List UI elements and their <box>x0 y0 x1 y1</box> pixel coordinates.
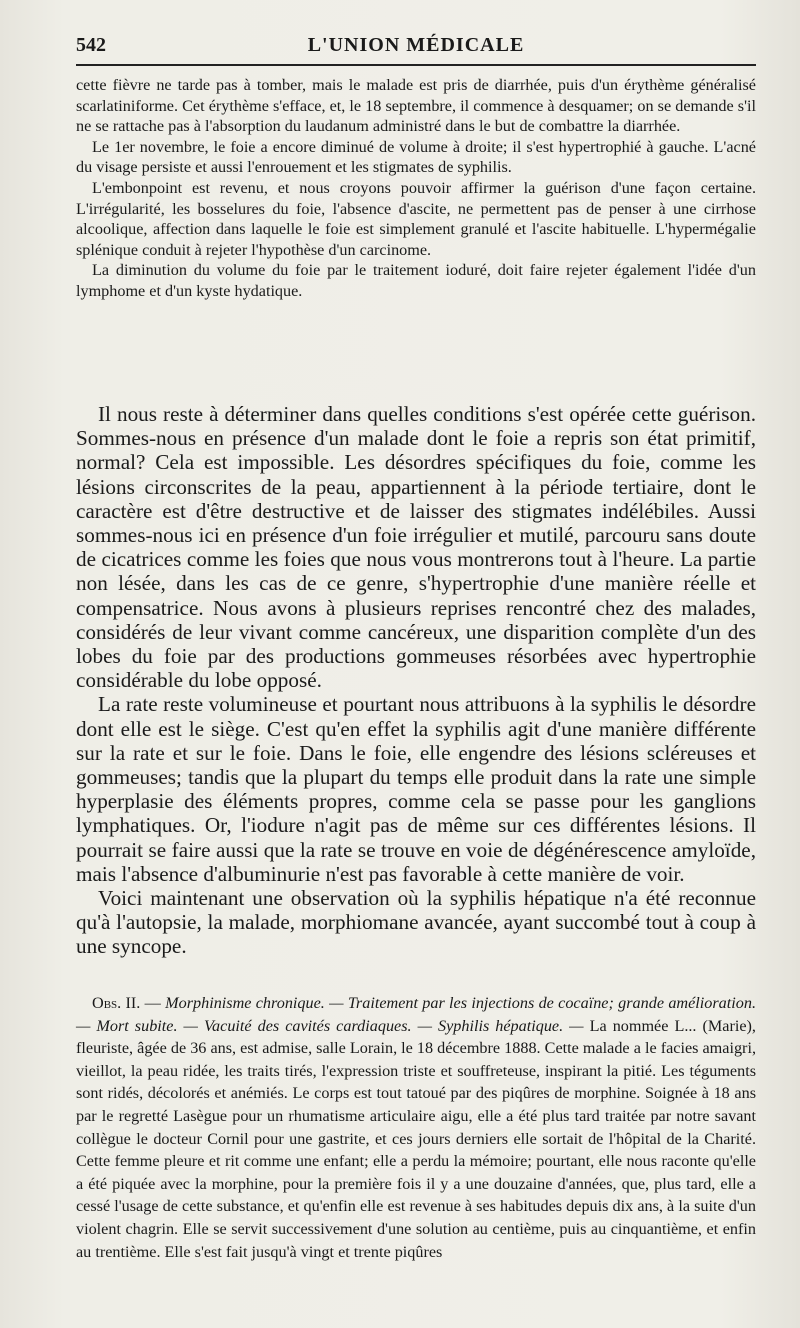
page-number: 542 <box>76 34 106 56</box>
observation-title: Morphinisme chronique. — Traitement par les injections de cocaïne; grande amélioration. — Mort subite. — Vacuité des cavités cardiaques. — Syphilis hépatique. — <box>76 994 757 1035</box>
header-rule <box>76 64 756 66</box>
body-paragraph: La rate reste volumineuse et pourtant nous attribuons à la syphilis le désordre dont elle est le siège. C'est qu'en effet la syphilis agit d'une manière différente sur la rate et sur le foie. Dans le foie, elle engendre des lésions scléreuses et gommeuses; tandis que la plupart du temps elle produit dans la rate une simple hyperplasie des éléments propres, comme cela se passe pour les ganglions lymphatiques. Or, l'iodure n'agit pas de même sur ces différentes lésions. Il pourrait se faire aussi que la rate se trouve en voie de dégénérescence amyloïde, mais l'absence d'albuminurie n'est pas favorable à cette manière de voir. <box>76 692 756 886</box>
observation-text: La nommée L... (Marie), fleuriste, âgée de 36 ans, est admise, salle Lorain, le 18 décembre 1888. Cette malade a le facies amaigri, vieillot, la peau ridée, les traits tirés, l'expression triste et souffreteuse, inspirant la pitié. Les téguments sont ridés, décolorés et anémiés. Le corps est tout tatoué par des piqûres de morphine. Soignée à 18 ans par le regretté Lasègue pour un rhumatisme articulaire aigu, elle a été plus tard traitée par notre savant collègue le docteur Cornil pour une gastrite, et ces jours derniers elle sortait de l'hôpital de la Charité. Cette femme pleure et rit comme une enfant; elle a perdu la mémoire; pourtant, elle nous raconte qu'elle a été piquée avec la morphine, pour la première fois il y a une douzaine d'années, que, plus tard, elle a cessé l'usage de cette substance, et qu'enfin elle est revenue à ses habitudes depuis dix ans, à la suite d'un violent chagrin. Elle se servit successivement d'une solution au centième, puis au cinquantième, et enfin au trentième. Elle s'est fait jusqu'à vingt et trente piqûres <box>76 1016 756 1261</box>
discussion-section <box>76 402 756 959</box>
case-paragraph: La diminution du volume du foie par le traitement ioduré, doit faire rejeter également l'idée d'un lymphome et d'un kyste hydatique. <box>76 261 756 300</box>
journal-title: L'UNION MÉDICALE <box>307 34 525 56</box>
observation-label: Obs. II. <box>92 994 141 1012</box>
observation-section <box>76 992 756 1263</box>
case-paragraph: L'embonpoint est revenu, et nous croyons pouvoir affirmer la guérison d'une façon certaine. L'irrégularité, les bosselures du foie, l'absence d'ascite, ne permettent pas de penser à une cirrhose alcoolique, affection dans laquelle le foie est simplement granulé et l'ascite habituelle. L'hypermégalie splénique conduit à rejeter l'hypothèse d'un carcinome. <box>76 178 756 259</box>
page-header <box>76 34 756 60</box>
observation-paragraph <box>76 992 756 1263</box>
case-paragraph: cette fièvre ne tarde pas à tomber, mais le malade est pris de diarrhée, puis d'un érythème généralisé scarlatiniforme. Cet érythème s'efface, et, le 18 septembre, il commence à desquamer; on se demande s'il ne se rattache pas à l'absorption du laudanum administré dans le but de combattre la diarrhée. <box>76 76 756 136</box>
body-paragraph: Il nous reste à déterminer dans quelles conditions s'est opérée cette guérison. Sommes-nous en présence d'un malade dont le foie a repris son état primitif, normal? Cela est impossible. Les désordres spécifiques du foie, comme les lésions circonscrites de la peau, appartiennent à la période tertiaire, dont le caractère est d'être destructive et de laisser des stigmates indélébiles. Aussi sommes-nous ici en présence d'un foie irrégulier et mutilé, parcouru sans doute de cicatrices comme les foies que nous vous montrerons tout à l'heure. La partie non lésée, dans les cas de ce genre, s'hypertrophie d'une manière réelle et compensatrice. Nous avons à plusieurs reprises rencontré chez des malades, considérés de leur vivant comme cancéreux, une disparition complète d'un des lobes du foie par des productions gommeuses résorbées avec hypertrophie considérable du lobe opposé. <box>76 402 756 693</box>
case-report-section <box>76 75 756 302</box>
case-paragraph: Le 1er novembre, le foie a encore diminué de volume à droite; il s'est hypertrophié à gauche. L'acné du visage persiste et aussi l'enrouement et les stigmates de syphilis. <box>76 137 756 177</box>
body-paragraph: Voici maintenant une observation où la syphilis hépatique n'a été reconnue qu'à l'autopsie, la malade, morphiomane avancée, ayant succombé tout à coup à une syncope. <box>76 886 756 959</box>
observation-dash: — <box>140 994 166 1012</box>
